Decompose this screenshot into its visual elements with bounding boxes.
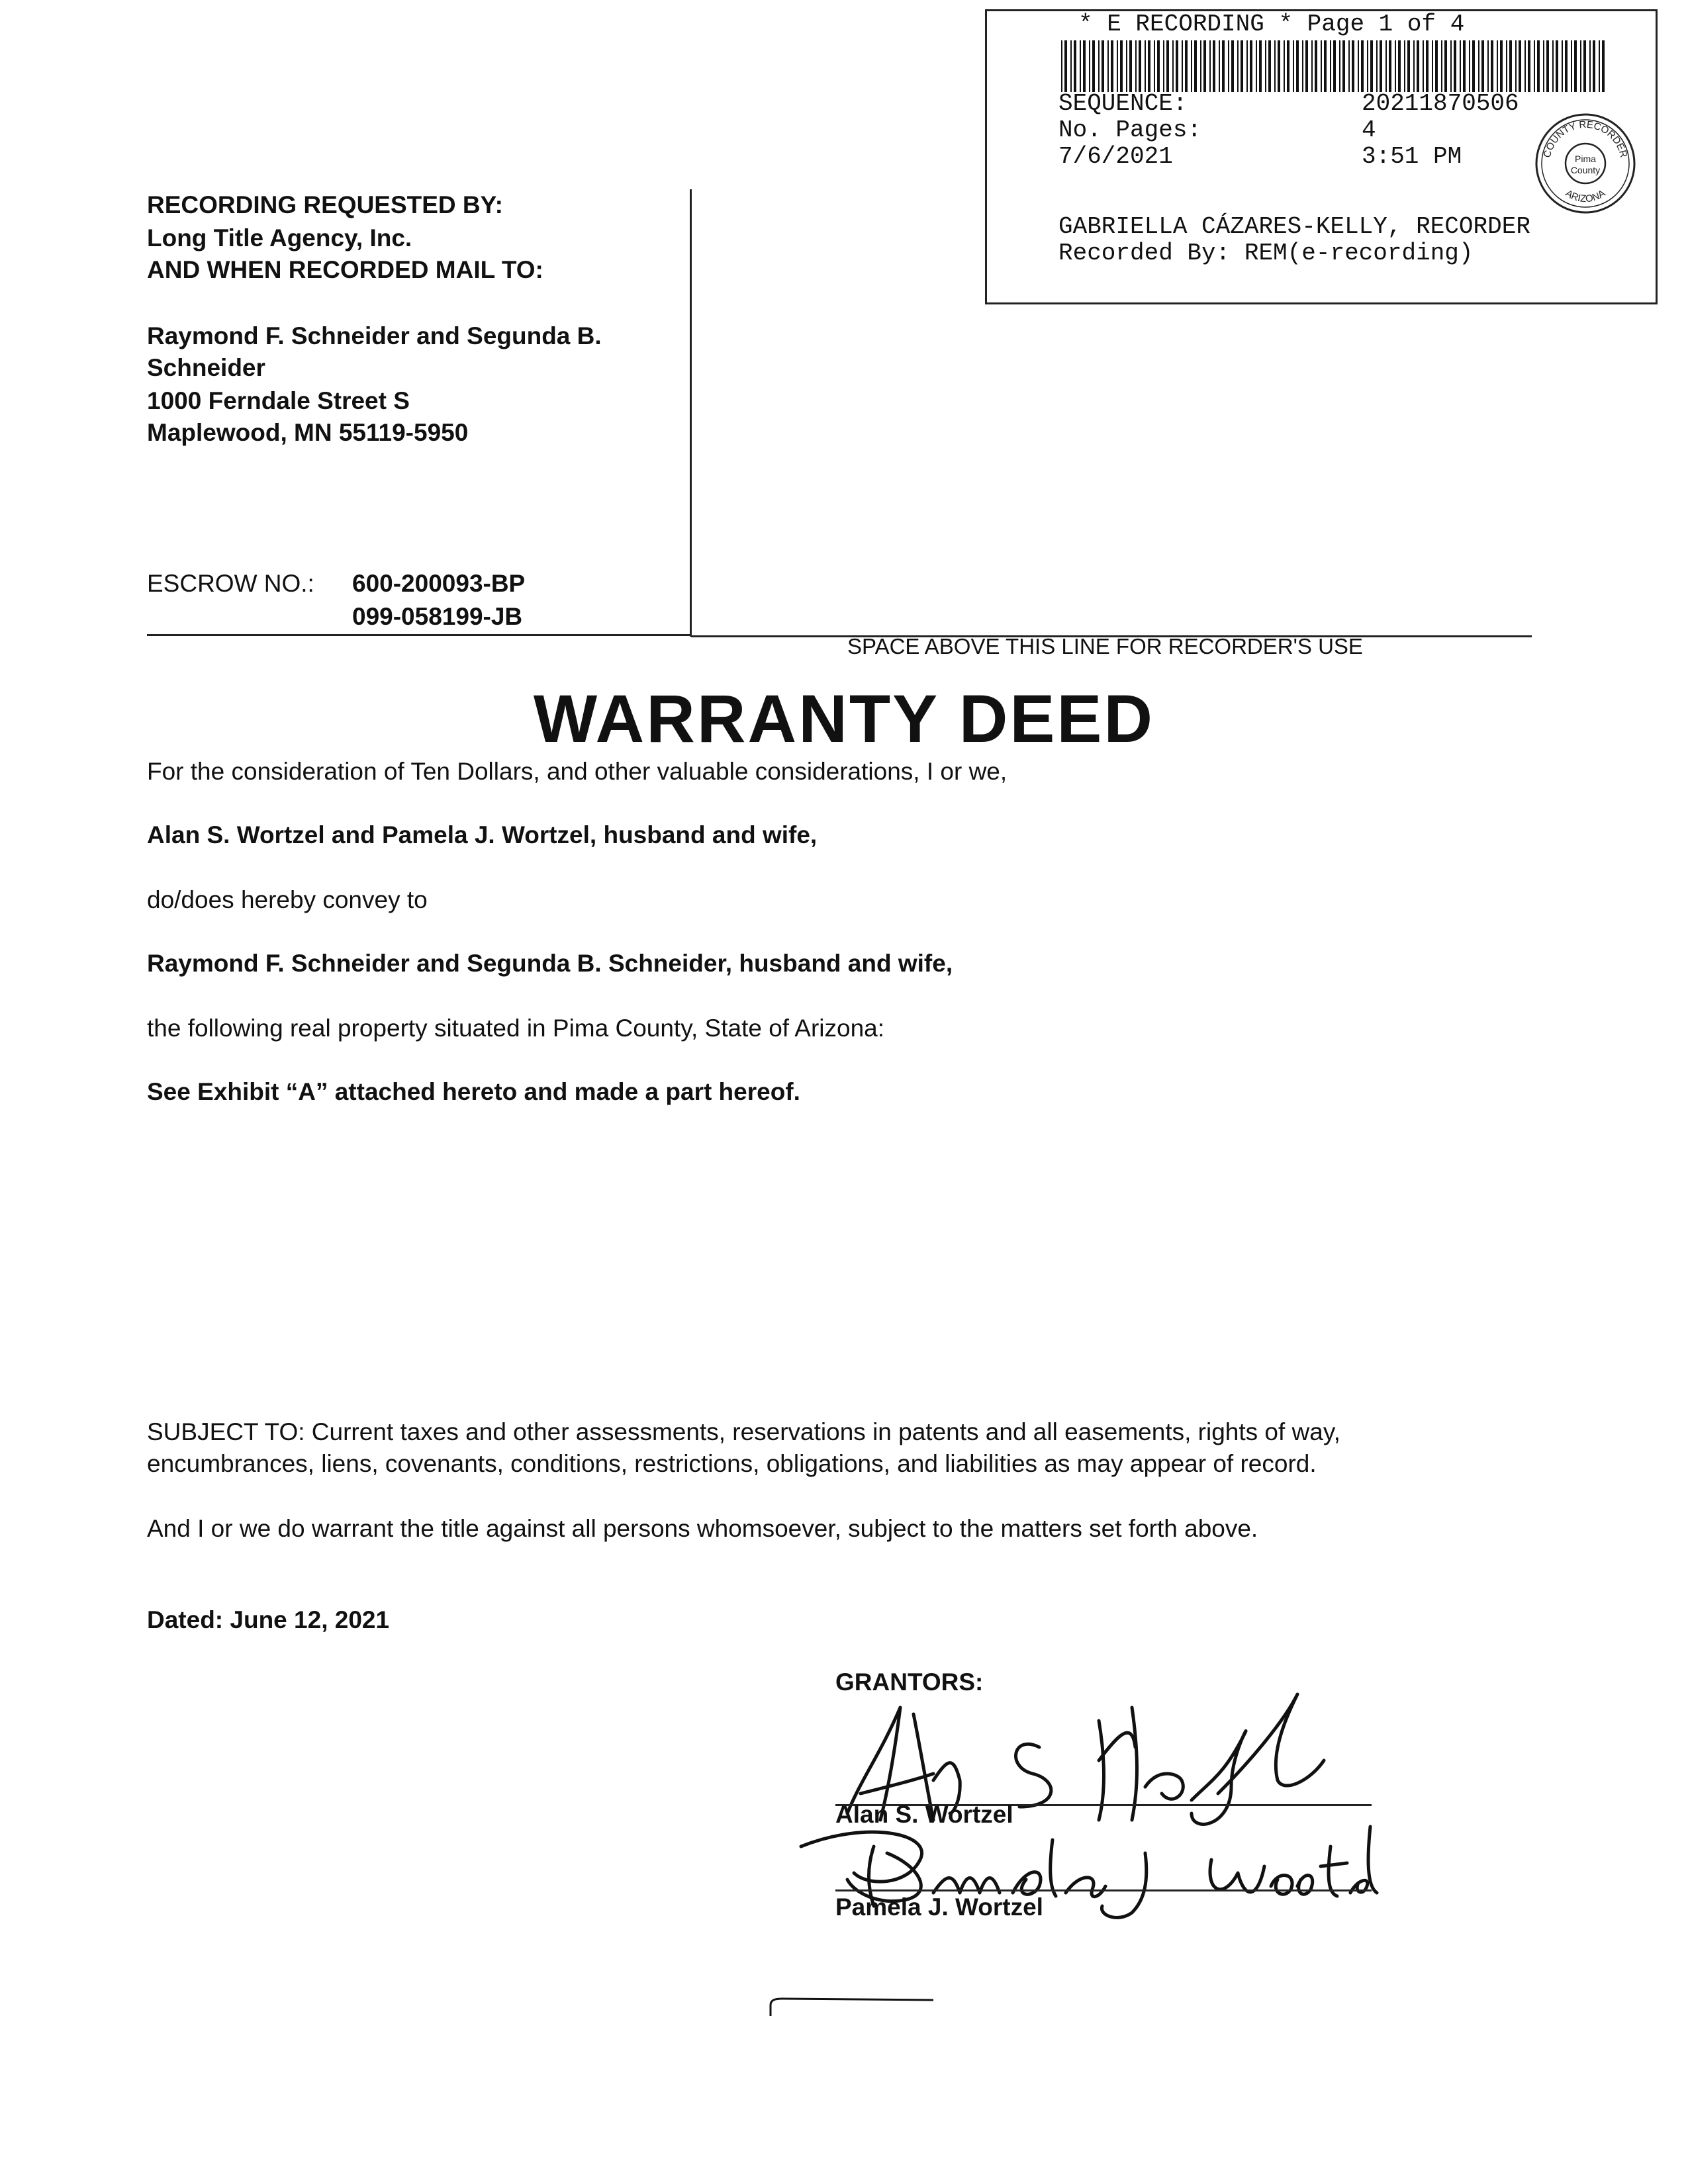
barcode-bar [1593, 40, 1595, 92]
barcode-bar [1311, 40, 1313, 92]
barcode-bar [1342, 40, 1345, 92]
header-vertical-divider [690, 189, 692, 637]
seal-top-text: COUNTY RECORDER [1541, 118, 1630, 159]
barcode-bar [1250, 40, 1252, 92]
barcode-bar [1361, 40, 1364, 92]
barcode-bar [1172, 40, 1174, 92]
warrant-text: And I or we do warrant the title against all persons whomsoever, subject to the matters set forth above. [147, 1515, 1258, 1542]
barcode-bar [1543, 40, 1544, 92]
header-divider-left [147, 634, 691, 636]
barcode-bar [1398, 40, 1401, 92]
barcode-bar [1305, 40, 1308, 92]
barcode-bar [1389, 40, 1391, 92]
barcode-bar [1423, 40, 1424, 92]
barcode-bar [1426, 40, 1429, 92]
barcode-bar [1441, 40, 1442, 92]
barcode-bar [1302, 40, 1303, 92]
barcode-bar [1407, 40, 1410, 92]
recording-requested-label: RECORDING REQUESTED BY: [147, 191, 503, 218]
barcode-bar [1256, 40, 1257, 92]
barcode-bar [1231, 40, 1234, 92]
barcode-bar [1339, 40, 1340, 92]
barcode-bar [1370, 40, 1373, 92]
barcode-bar [1500, 40, 1503, 92]
exhibit-text: See Exhibit “A” attached hereto and made a part hereof. [147, 1078, 800, 1105]
barcode-bar [1395, 40, 1396, 92]
barcode-bar [1478, 40, 1479, 92]
barcode-bar [1524, 40, 1526, 92]
recorder-space-note: SPACE ABOVE THIS LINE FOR RECORDER'S USE [847, 634, 1363, 659]
barcode-bar [1454, 40, 1456, 92]
barcode-bar [1070, 40, 1072, 92]
grantees-names: Raymond F. Schneider and Segunda B. Schneider, husband and wife, [147, 950, 953, 977]
grantor-1-name: Alan S. Wortzel [835, 1801, 1013, 1828]
barcode-bar [1534, 40, 1535, 92]
barcode-bar [1219, 40, 1220, 92]
barcode-bar [1385, 40, 1387, 92]
barcode-bar [1293, 40, 1294, 92]
barcode-bar [1064, 40, 1067, 92]
seal-bottom-text: ARIZONA [1563, 187, 1608, 205]
barcode-bar [1157, 40, 1160, 92]
barcode-bar [1200, 40, 1201, 92]
barcode-bar [1358, 40, 1359, 92]
barcode-bar [1602, 40, 1605, 92]
barcode-bar [1209, 40, 1211, 92]
barcode-bar [1145, 40, 1146, 92]
barcode-bar [1380, 40, 1382, 92]
barcode-bar [1139, 40, 1141, 92]
document-title: WARRANTY DEED [533, 681, 1155, 756]
barcode-bar [1404, 40, 1405, 92]
stamp-time: 3:51 PM [1362, 143, 1462, 170]
barcode-bar [1166, 40, 1169, 92]
barcode-bar [1565, 40, 1568, 92]
barcode-bar [1228, 40, 1229, 92]
barcode-bar [1506, 40, 1507, 92]
barcode-bar [1348, 40, 1350, 92]
seal-center-2: County [1570, 165, 1601, 175]
barcode-bar [1061, 40, 1062, 92]
barcode-bar [1135, 40, 1137, 92]
barcode-bar [1182, 40, 1183, 92]
barcode-bar [1296, 40, 1299, 92]
barcode-bar [1111, 40, 1113, 92]
seal-center-1: Pima [1575, 154, 1596, 164]
stamp-date: 7/6/2021 [1058, 143, 1173, 170]
barcode-bar [1450, 40, 1452, 92]
barcode-bar [1537, 40, 1540, 92]
barcode-bar [1583, 40, 1586, 92]
barcode-bar [1222, 40, 1225, 92]
barcode-bar [1176, 40, 1178, 92]
subject-to-line2: encumbrances, liens, covenants, conditions, restrictions, obligations, and liabilities as may appear of record. [147, 1450, 1317, 1477]
barcode-bar [1098, 40, 1100, 92]
addressee-street: 1000 Ferndale Street S [147, 387, 410, 414]
barcode-bar [1191, 40, 1192, 92]
stamp-pages-value: 4 [1362, 116, 1376, 144]
grantors-label: GRANTORS: [835, 1668, 984, 1696]
barcode-bar [1268, 40, 1271, 92]
barcode-bar [1129, 40, 1132, 92]
barcode-bar [1321, 40, 1322, 92]
bottom-stroke-mark [769, 1992, 935, 2019]
barcode-bar [1460, 40, 1461, 92]
barcode-bar [1417, 40, 1419, 92]
barcode-bar [1287, 40, 1289, 92]
barcode-bar [1203, 40, 1206, 92]
barcode-bar [1571, 40, 1572, 92]
barcode-bar [1580, 40, 1581, 92]
barcode-bar [1589, 40, 1591, 92]
barcode-bar [1083, 40, 1086, 92]
barcode-bar [1274, 40, 1276, 92]
barcode-bar [1562, 40, 1563, 92]
barcode-bar [1259, 40, 1262, 92]
barcode-bar [1472, 40, 1475, 92]
barcode-bar [1315, 40, 1317, 92]
barcode-bar [1237, 40, 1239, 92]
barcode-bar [1265, 40, 1266, 92]
property-text: the following real property situated in Pima County, State of Arizona: [147, 1015, 885, 1042]
barcode-bar [1080, 40, 1081, 92]
barcode-bar [1126, 40, 1127, 92]
barcode-bar [1107, 40, 1109, 92]
barcode-bar [1574, 40, 1577, 92]
stamp-sequence-value: 20211870506 [1362, 90, 1519, 117]
barcode-bar [1284, 40, 1285, 92]
requested-by: Long Title Agency, Inc. [147, 224, 412, 251]
convey-text: do/does hereby convey to [147, 886, 428, 913]
barcode-bar [1481, 40, 1484, 92]
barcode-bar [1497, 40, 1498, 92]
barcode-bar [1194, 40, 1197, 92]
stamp-sequence-label: SEQUENCE: [1058, 90, 1188, 117]
barcode-bar [1074, 40, 1076, 92]
barcode-bar [1463, 40, 1466, 92]
barcode-bar [1469, 40, 1470, 92]
barcode-bar [1376, 40, 1378, 92]
barcode-bar [1519, 40, 1521, 92]
barcode-bar [1432, 40, 1433, 92]
barcode-bar [1185, 40, 1188, 92]
escrow-number-1: 600-200093-BP [352, 570, 526, 597]
escrow-number-2: 099-058199-JB [352, 603, 523, 630]
barcode-bar [1278, 40, 1280, 92]
stamp-header: * E RECORDING * Page 1 of 4 [1078, 11, 1465, 38]
barcode-bar [1092, 40, 1095, 92]
escrow-label: ESCROW NO.: [147, 570, 314, 597]
recorder-stamp [985, 9, 1658, 304]
barcode-bar [1117, 40, 1118, 92]
addressee-city: Maplewood, MN 55119-5950 [147, 419, 469, 446]
grantor-2-name: Pamela J. Wortzel [835, 1893, 1043, 1921]
barcode-bar [1324, 40, 1327, 92]
subject-to-line1: SUBJECT TO: Current taxes and other assessments, reservations in patents and all easements, rights of way, [147, 1418, 1340, 1445]
addressee-line1: Raymond F. Schneider and Segunda B. [147, 322, 602, 349]
barcode-bar [1599, 40, 1600, 92]
barcode-bar [1213, 40, 1215, 92]
barcode-bar [1089, 40, 1090, 92]
barcode-bar [1241, 40, 1243, 92]
barcode-bar [1120, 40, 1123, 92]
barcode-bar [1163, 40, 1164, 92]
stamp-recorded-by: Recorded By: REM(e-recording) [1058, 240, 1474, 267]
barcode-bar [1413, 40, 1415, 92]
barcode-bar [1515, 40, 1517, 92]
barcode-bar [1487, 40, 1489, 92]
dated-text: Dated: June 12, 2021 [147, 1606, 390, 1633]
svg-text:ARIZONA [1564, 187, 1608, 205]
barcode-bar [1435, 40, 1438, 92]
county-seal-icon [1534, 112, 1637, 215]
barcode-bar [1556, 40, 1558, 92]
addressee-line2: Schneider [147, 354, 265, 381]
consideration-text: For the consideration of Ten Dollars, and other valuable considerations, I or we, [147, 758, 1008, 785]
stamp-pages-label: No. Pages: [1058, 116, 1202, 144]
barcode [1061, 40, 1607, 92]
barcode-bar [1444, 40, 1447, 92]
stamp-recorder: GABRIELLA CÁZARES-KELLY, RECORDER [1058, 213, 1530, 240]
barcode-bar [1246, 40, 1248, 92]
barcode-bar [1102, 40, 1104, 92]
barcode-bar [1154, 40, 1155, 92]
barcode-bar [1552, 40, 1554, 92]
barcode-bar [1491, 40, 1493, 92]
barcode-bar [1367, 40, 1368, 92]
barcode-bar [1352, 40, 1354, 92]
grantors-names: Alan S. Wortzel and Pamela J. Wortzel, husband and wife, [147, 821, 818, 848]
barcode-bar [1333, 40, 1336, 92]
barcode-bar [1148, 40, 1150, 92]
barcode-bar [1546, 40, 1549, 92]
barcode-bar [1528, 40, 1530, 92]
mail-to-label: AND WHEN RECORDED MAIL TO: [147, 256, 543, 283]
barcode-bar [1509, 40, 1512, 92]
barcode-bar [1330, 40, 1331, 92]
